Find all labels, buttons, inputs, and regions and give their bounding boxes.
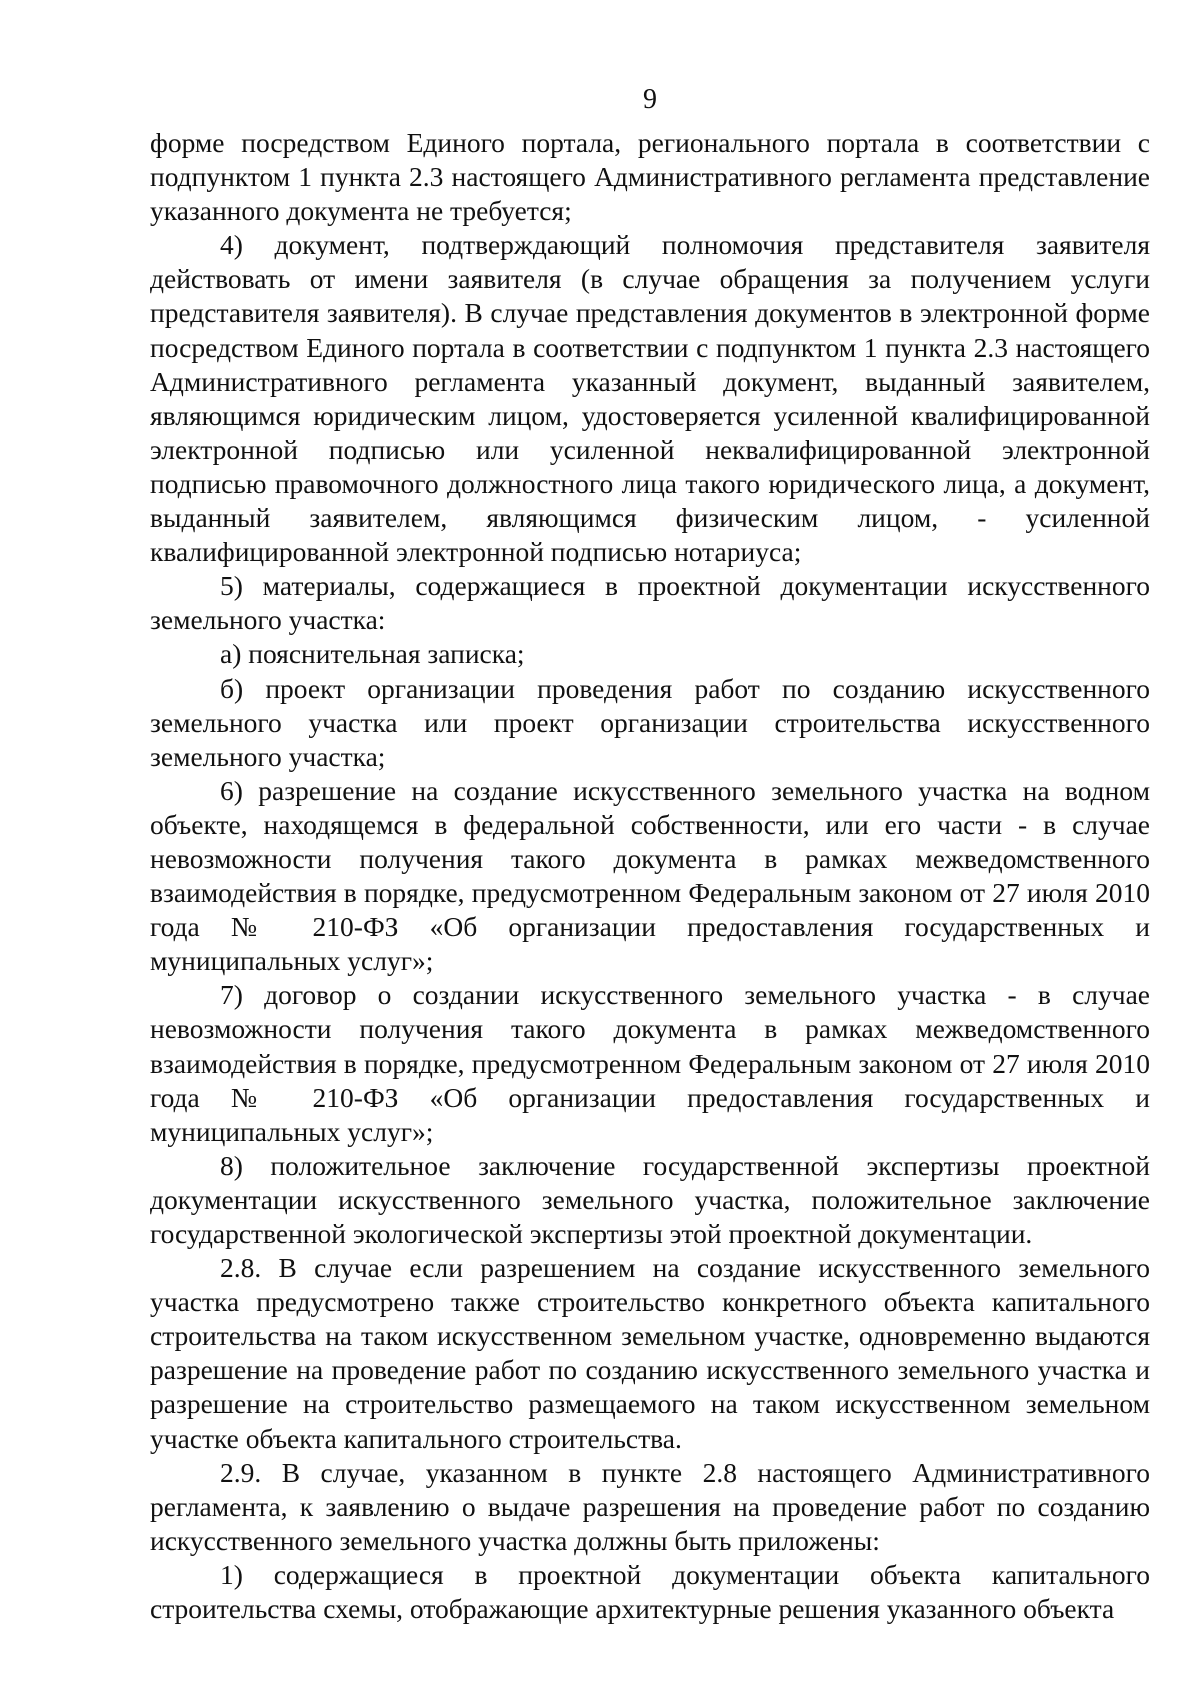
paragraph-item-7: 7) договор о создании искусственного земельного участка - в случае невозможности получения такого документа в рамках межведомственного взаимодействия в порядке, предусмотренном Федеральным законом от 27 июля 2010 года № 210-ФЗ «Об организации предоставления государственных и муниципальных услуг»;: [150, 979, 1150, 1147]
paragraph-item-5a: а) пояснительная записка;: [220, 638, 525, 670]
document-body: [150, 126, 1150, 1626]
paragraph-item-1: 1) содержащиеся в проектной документации объекта капитального строительства схемы, отображающие архитектурные решения указанного объекта: [150, 1558, 1150, 1625]
paragraph-section-2-9: 2.9. В случае, указанном в пункте 2.8 настоящего Административного регламента, к заявлению о выдаче разрешения на проведение работ по созданию искусственного земельного участка должны быть приложены:: [150, 1456, 1150, 1556]
paragraph-continuation: форме посредством Единого портала, регионального портала в соответствии с подпунктом 1 пункта 2.3 настоящего Административного регламента представление указанного документа не требуется;: [150, 127, 1150, 227]
paragraph-item-8: 8) положительное заключение государственной экспертизы проектной документации искусственного земельного участка, положительное заключение государственной экологической экспертизы этой проектной документации.: [150, 1149, 1150, 1249]
page-number: 9: [643, 84, 657, 115]
paragraph-item-4: 4) документ, подтверждающий полномочия представителя заявителя действовать от имени заявителя (в случае обращения за получением услуги представителя заявителя). В случае представления документов в электронной форме посредством Единого портала в соответствии с подпунктом 1 пункта 2.3 настоящего Административного регламента указанный документ, выданный заявителем, являющимся юридическим лицом, удостоверяется усиленной квалифицированной электронной подписью или усиленной неквалифицированной электронной подписью правомочного должностного лица такого юридического лица, а документ, выданный заявителем, являющимся физическим лицом, - усиленной квалифицированной электронной подписью нотариуса;: [150, 229, 1150, 568]
paragraph-item-5b: б) проект организации проведения работ по созданию искусственного земельного участка или проект организации строительства искусственного земельного участка;: [150, 672, 1150, 772]
paragraph-item-5: 5) материалы, содержащиеся в проектной документации искусственного земельного участка:: [150, 570, 1150, 636]
paragraph-item-6: 6) разрешение на создание искусственного земельного участка на водном объекте, находящемся в федеральной собственности, или его части - в случае невозможности получения такого документа в рамках межведомственного взаимодействия в порядке, предусмотренном Федеральным законом от 27 июля 2010 года № 210-ФЗ «Об организации предоставления государственных и муниципальных услуг»;: [150, 774, 1150, 977]
paragraph-section-2-8: 2.8. В случае если разрешением на создание искусственного земельного участка предусмотрено также строительство конкретного объекта капитального строительства на таком искусственном земельном участке, одновременно выдаются разрешение на проведение работ по созданию искусственного земельного участка и разрешение на строительство размещаемого на таком искусственном земельном участке объекта капитального строительства.: [150, 1252, 1150, 1454]
